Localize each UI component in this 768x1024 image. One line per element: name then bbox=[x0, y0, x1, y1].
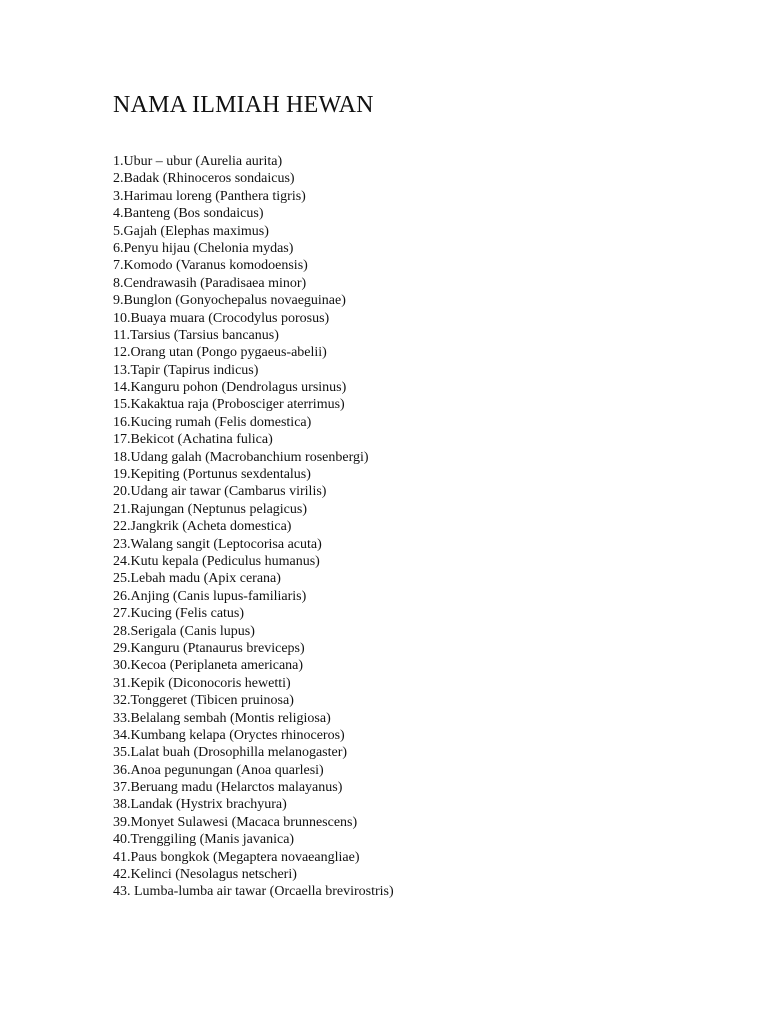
list-item: 7.Komodo (Varanus komodoensis) bbox=[113, 258, 308, 274]
list-item: 43. Lumba-lumba air tawar (Orcaella brevirostris) bbox=[113, 884, 394, 900]
list-item: 37.Beruang madu (Helarctos malayanus) bbox=[113, 780, 343, 796]
list-item: 36.Anoa pegunungan (Anoa quarlesi) bbox=[113, 762, 324, 778]
list-item: 32.Tonggeret (Tibicen pruinosa) bbox=[113, 693, 294, 709]
list-item: 41.Paus bongkok (Megaptera novaeangliae) bbox=[113, 849, 360, 865]
list-item: 1.Ubur – ubur (Aurelia aurita) bbox=[113, 154, 283, 169]
list-item: 6.Penyu hijau (Chelonia mydas) bbox=[113, 240, 294, 256]
list-item: 27.Kucing (Felis catus) bbox=[113, 606, 245, 622]
list-item: 40.Trenggiling (Manis javanica) bbox=[113, 832, 295, 848]
list-item: 18.Udang galah (Macrobanchium rosenbergi) bbox=[113, 449, 369, 465]
animal-list bbox=[113, 153, 394, 901]
list-item: 35.Lalat buah (Drosophilla melanogaster) bbox=[113, 745, 348, 761]
list-item: 12.Orang utan (Pongo pygaeus-abelii) bbox=[113, 345, 327, 361]
list-item: 10.Buaya muara (Crocodylus porosus) bbox=[113, 310, 330, 326]
list-item: 3.Harimau loreng (Panthera tigris) bbox=[113, 188, 306, 204]
list-item: 4.Banteng (Bos sondaicus) bbox=[113, 206, 264, 222]
list-item: 28.Serigala (Canis lupus) bbox=[113, 623, 255, 639]
list-item: 25.Lebah madu (Apix cerana) bbox=[113, 571, 281, 587]
list-item: 2.Badak (Rhinoceros sondaicus) bbox=[113, 171, 295, 187]
page-title: NAMA ILMIAH HEWAN bbox=[113, 92, 374, 118]
list-item: 34.Kumbang kelapa (Oryctes rhinoceros) bbox=[113, 727, 345, 743]
list-item: 21.Rajungan (Neptunus pelagicus) bbox=[113, 501, 308, 517]
list-item: 42.Kelinci (Nesolagus netscheri) bbox=[113, 867, 297, 883]
list-item: 24.Kutu kepala (Pediculus humanus) bbox=[113, 553, 320, 569]
list-item: 15.Kakaktua raja (Probosciger aterrimus) bbox=[113, 397, 345, 413]
list-item: 13.Tapir (Tapirus indicus) bbox=[113, 362, 259, 378]
list-item: 11.Tarsius (Tarsius bancanus) bbox=[113, 327, 279, 343]
list-item: 29.Kanguru (Ptanaurus breviceps) bbox=[113, 640, 305, 656]
list-item: 20.Udang air tawar (Cambarus virilis) bbox=[113, 484, 327, 500]
list-item: 5.Gajah (Elephas maximus) bbox=[113, 223, 269, 239]
list-item: 23.Walang sangit (Leptocorisa acuta) bbox=[113, 536, 322, 552]
list-item: 9.Bunglon (Gonyochepalus novaeguinae) bbox=[113, 293, 346, 309]
list-item: 38.Landak (Hystrix brachyura) bbox=[113, 797, 287, 813]
list-item: 17.Bekicot (Achatina fulica) bbox=[113, 432, 273, 448]
list-item: 26.Anjing (Canis lupus-familiaris) bbox=[113, 588, 307, 604]
list-item: 39.Monyet Sulawesi (Macaca brunnescens) bbox=[113, 814, 358, 830]
list-item: 22.Jangkrik (Acheta domestica) bbox=[113, 519, 292, 535]
list-item: 8.Cendrawasih (Paradisaea minor) bbox=[113, 275, 307, 291]
list-item: 30.Kecoa (Periplaneta americana) bbox=[113, 658, 304, 674]
list-item: 31.Kepik (Diconocoris hewetti) bbox=[113, 675, 291, 691]
list-item: 19.Kepiting (Portunus sexdentalus) bbox=[113, 467, 311, 483]
list-item: 14.Kanguru pohon (Dendrolagus ursinus) bbox=[113, 380, 347, 396]
list-item: 16.Kucing rumah (Felis domestica) bbox=[113, 414, 312, 430]
list-item: 33.Belalang sembah (Montis religiosa) bbox=[113, 710, 331, 726]
